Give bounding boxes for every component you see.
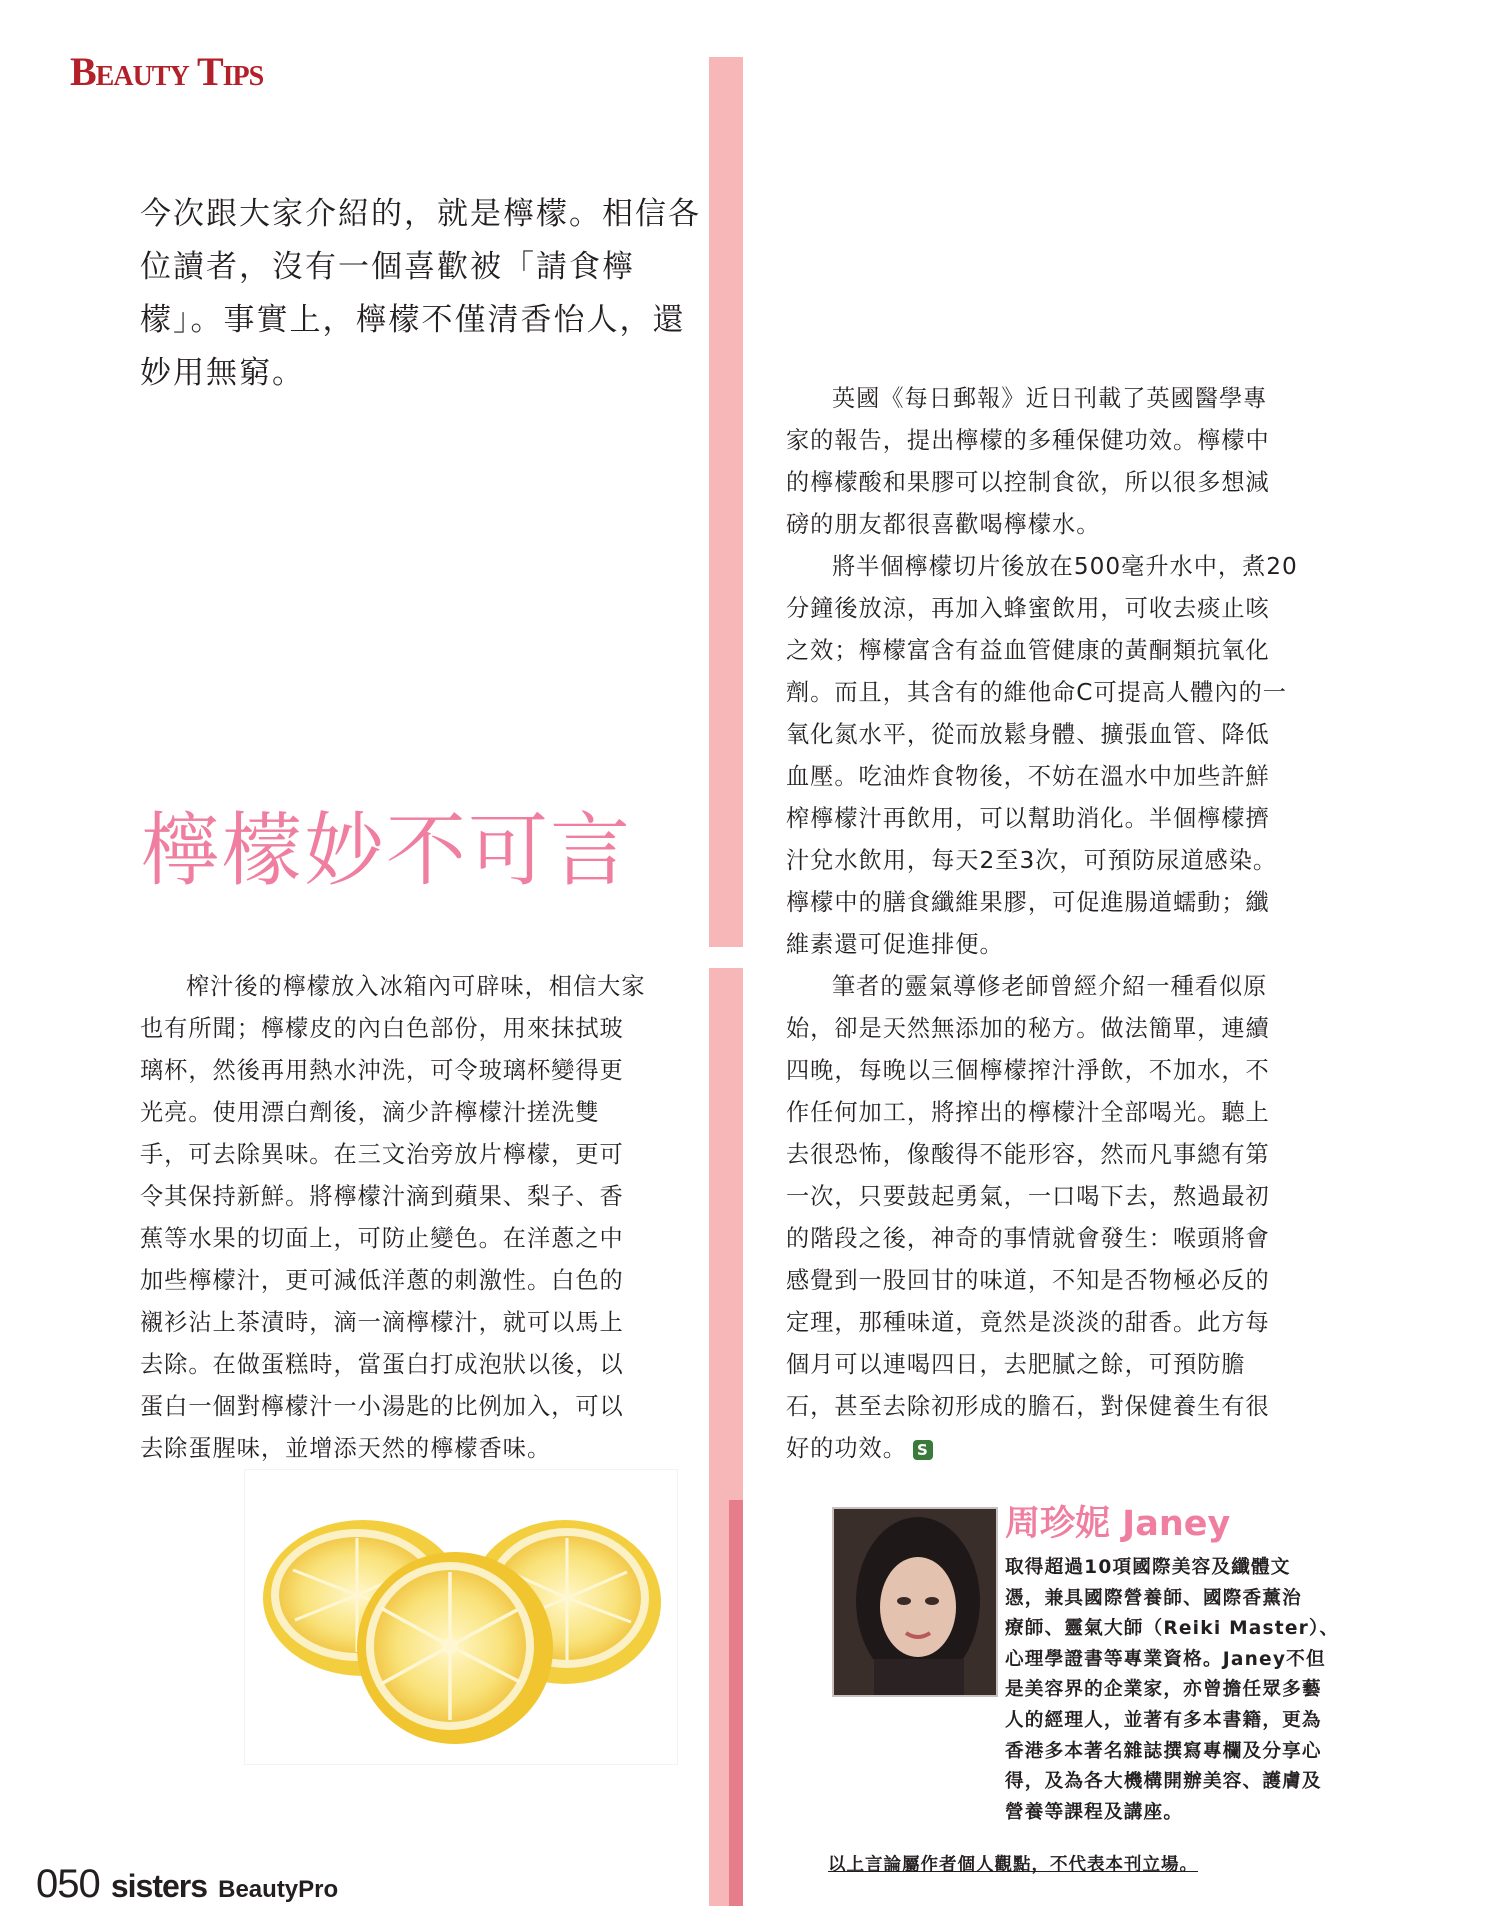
section-header: Beauty Tips (70, 49, 264, 94)
body-line: 也有所聞；檸檬皮的內白色部份，用來抹拭玻 (140, 1015, 624, 1042)
body-line: 個月可以連喝四日，去肥膩之餘，可預防膽 (786, 1351, 1246, 1378)
body-line: 感覺到一股回甘的味道，不知是否物極必反的 (786, 1267, 1270, 1294)
body-line: 定理，那種味道，竟然是淡淡的甜香。此方每 (786, 1309, 1270, 1336)
bio-line: 營養等課程及講座。 (1005, 1801, 1184, 1823)
author-photo (832, 1507, 998, 1697)
body-line: 好的功效。 (786, 1435, 907, 1462)
body-line: 將半個檸檬切片後放在500毫升水中，煮20 (832, 553, 1298, 580)
body-line: 襯衫沾上茶漬時，滴一滴檸檬汁，就可以馬上 (140, 1309, 624, 1336)
page-footer (36, 1862, 338, 1907)
intro-line: 妙用無窮。 (140, 355, 305, 391)
body-line: 之效；檸檬富含有益血管健康的黃酮類抗氧化 (786, 637, 1270, 664)
body-line: 光亮。使用漂白劑後，滴少許檸檬汁搓洗雙 (140, 1099, 600, 1126)
author-bio (1005, 1553, 1340, 1828)
body-line: 四晚，每晚以三個檸檬搾汁淨飲，不加水，不 (786, 1057, 1270, 1084)
intro-paragraph (140, 188, 701, 400)
body-line: 令其保持新鮮。將檸檬汁滴到蘋果、梨子、香 (140, 1183, 624, 1210)
column-divider-top (709, 57, 743, 947)
body-line: 去除。在做蛋糕時，當蛋白打成泡狀以後，以 (140, 1351, 624, 1378)
intro-line: 檬」。事實上，檸檬不僅清香怡人，還 (140, 302, 686, 338)
body-line: 去除蛋腥味，並增添天然的檸檬香味。 (140, 1435, 552, 1462)
body-line: 去很恐怖，像酸得不能形容，然而凡事總有第 (786, 1141, 1270, 1168)
intro-line: 位讀者，沒有一個喜歡被「請食檸 (140, 249, 635, 285)
body-line: 家的報告，提出檸檬的多種保健功效。檸檬中 (786, 427, 1270, 454)
bio-line: 心理學證書等專業資格。Janey不但 (1005, 1648, 1326, 1670)
lemon-illustration (245, 1470, 677, 1764)
body-line: 璃杯，然後再用熱水沖洗，可令玻璃杯變得更 (140, 1057, 624, 1084)
body-line: 作任何加工，將搾出的檸檬汁全部喝光。聽上 (786, 1099, 1270, 1126)
body-line: 加些檸檬汁，更可減低洋蔥的刺激性。白色的 (140, 1267, 624, 1294)
column-divider-accent (729, 1500, 743, 1906)
lemon-photo (245, 1470, 677, 1764)
author-name: 周珍妮 Janey (1005, 1504, 1231, 1544)
body-line: 一次，只要鼓起勇氣，一口喝下去，熬過最初 (786, 1183, 1270, 1210)
bio-line: 取得超過10項國際美容及纖體文 (1005, 1557, 1291, 1578)
body-line: 汁兌水飲用，每天2至3次，可預防尿道感染。 (786, 847, 1278, 874)
body-line: 的階段之後，神奇的事情就會發生：喉頭將會 (786, 1225, 1270, 1252)
body-line: 榨檸檬汁再飲用，可以幫助消化。半個檸檬擠 (786, 805, 1270, 832)
body-line: 手，可去除異味。在三文治旁放片檸檬，更可 (140, 1141, 624, 1168)
body-line: 始，卻是天然無添加的秘方。做法簡單，連續 (786, 1015, 1270, 1042)
magazine-logo: sisters (110, 1868, 208, 1904)
body-line: 蛋白一個對檸檬汁一小湯匙的比例加入，可以 (140, 1393, 624, 1420)
body-line: 血壓。吃油炸食物後，不妨在溫水中加些許鮮 (786, 763, 1270, 790)
bio-line: 人的經理人，並著有多本書籍，更為 (1005, 1709, 1322, 1731)
body-left-column (140, 966, 675, 1470)
body-line: 檸檬中的膳食纖維果膠，可促進腸道蠕動；纖 (786, 889, 1270, 916)
body-line: 維素還可促進排便。 (786, 931, 1004, 958)
body-line: 筆者的靈氣導修老師曾經介紹一種看似原 (832, 973, 1268, 1000)
bio-line: 是美容界的企業家，亦曾擔任眾多藝 (1005, 1679, 1322, 1701)
body-line: 劑。而且，其含有的維他命C可提高人體內的一 (786, 679, 1287, 706)
body-line: 的檸檬酸和果膠可以控制食欲，所以很多想減 (786, 469, 1270, 496)
disclaimer: 以上言論屬作者個人觀點，不代表本刊立場。 (828, 1855, 1198, 1875)
bio-line: 得，及為各大機構開辦美容、護膚及 (1005, 1771, 1322, 1793)
body-last-line (786, 1428, 1321, 1470)
body-line: 榨汁後的檸檬放入冰箱內可辟味，相信大家 (186, 973, 646, 1000)
page-number: 050 (36, 1862, 100, 1906)
article-headline: 檸檬妙不可言 (140, 804, 632, 897)
bio-line: 療師、靈氣大師（Reiki Master）、 (1005, 1618, 1340, 1640)
body-line: 蕉等水果的切面上，可防止變色。在洋蔥之中 (140, 1225, 624, 1252)
body-line: 氧化氮水平，從而放鬆身體、擴張血管、降低 (786, 721, 1270, 748)
body-line: 分鐘後放涼，再加入蜂蜜飲用，可收去痰止咳 (786, 595, 1270, 622)
body-line: 磅的朋友都很喜歡喝檸檬水。 (786, 511, 1101, 538)
bio-line: 憑，兼具國際營養師、國際香薰治 (1005, 1587, 1302, 1609)
author-portrait-illustration (834, 1509, 996, 1695)
intro-line: 今次跟大家介紹的，就是檸檬。相信各 (140, 196, 701, 232)
magazine-subtitle: BeautyPro (218, 1876, 339, 1903)
body-right-column (786, 378, 1321, 1470)
bio-line: 香港多本著名雜誌撰寫專欄及分享心 (1005, 1740, 1322, 1762)
body-line: 石，甚至去除初形成的膽石，對保健養生有很 (786, 1393, 1270, 1420)
body-line: 英國《每日郵報》近日刊載了英國醫學專 (832, 385, 1268, 412)
end-mark-icon: S (913, 1440, 933, 1460)
